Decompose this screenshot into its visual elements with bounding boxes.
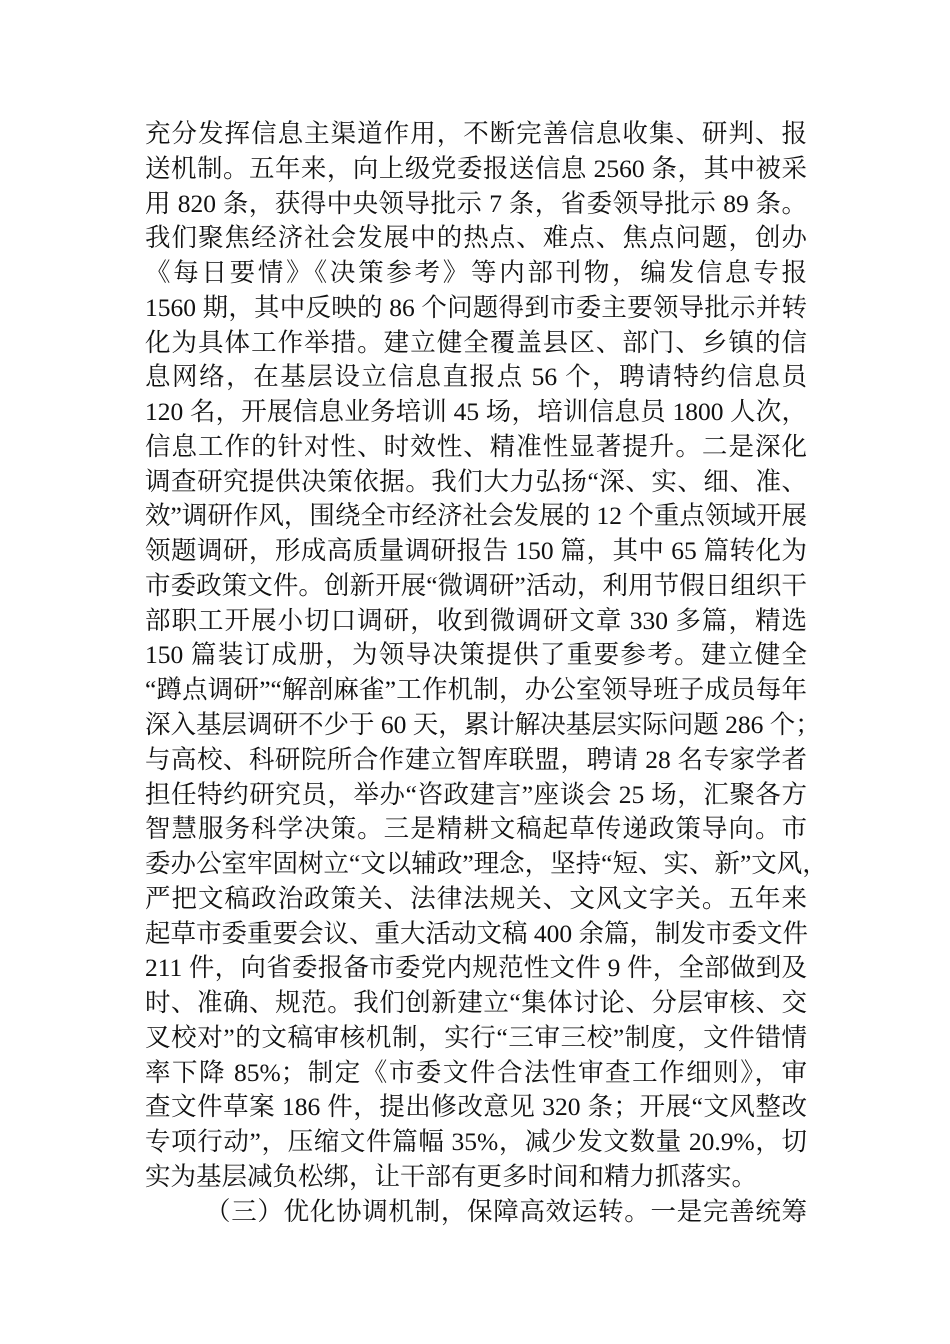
text-line: 充分发挥信息主渠道作用，不断完善信息收集、研判、报 — [145, 119, 807, 148]
document-page — [145, 117, 828, 1230]
text-line: 与高校、科研院所合作建立智库联盟，聘请 28 名专家学者 — [145, 744, 807, 774]
text-line: 委办公室牢固树立“文以辅政”理念，坚持“短、实、新”文风， — [145, 849, 828, 879]
text-line: “蹲点调研”“解剖麻雀”工作机制，办公室领导班子成员每年 — [145, 675, 807, 705]
text-line: 150 篇装订成册，为领导决策提供了重要参考。建立健全 — [145, 640, 807, 670]
text-line: 调查研究提供决策依据。我们大力弘扬“深、实、细、准、 — [145, 466, 807, 496]
paragraph — [145, 1195, 807, 1230]
text-line: 化为具体工作举措。建立健全覆盖县区、部门、乡镇的信 — [145, 327, 807, 357]
text-line: 深入基层调研不少于 60 天，累计解决基层实际问题 286 个； — [145, 710, 821, 740]
text-line: 我们聚焦经济社会发展中的热点、难点、焦点问题，创办 — [145, 223, 807, 253]
text-line: 送机制。五年来，向上级党委报送信息 2560 条，其中被采 — [145, 153, 807, 183]
text-line: 时、准确、规范。我们创新建立“集体讨论、分层审核、交 — [145, 988, 807, 1018]
text-line: 信息工作的针对性、时效性、精准性显著提升。二是深化 — [145, 431, 807, 461]
text-line: 担任特约研究员，举办“咨政建言”座谈会 25 场，汇聚各方 — [145, 779, 807, 809]
text-line: 息网络，在基层设立信息直报点 56 个，聘请特约信息员 — [145, 362, 807, 392]
text-line: 实为基层减负松绑，让干部有更多时间和精力抓落实。 — [145, 1161, 758, 1191]
text-line: 120 名，开展信息业务培训 45 场，培训信息员 1800 人次， — [145, 397, 807, 427]
text-line: 211 件，向省委报备市委党内规范性文件 9 件，全部做到及 — [145, 953, 807, 983]
text-line: 专项行动”，压缩文件篇幅 35%，减少发文数量 20.9%，切 — [145, 1127, 807, 1157]
text-line: 率下降 85%；制定《市委文件合法性审查工作细则》，审 — [145, 1057, 807, 1087]
text-line: 用 820 条，获得中央领导批示 7 条，省委领导批示 89 条。 — [145, 188, 807, 218]
text-line: 智慧服务科学决策。三是精耕文稿起草传递政策导向。市 — [145, 814, 807, 844]
text-line: 起草市委重要会议、重大活动文稿 400 余篇，制发市委文件 — [145, 918, 809, 948]
text-line: 查文件草案 186 件，提出修改意见 320 条；开展“文风整改 — [145, 1092, 807, 1122]
text-line: 严把文稿政治政策关、法律法规关、文风文字关。五年来 — [145, 883, 807, 913]
text-line: 《每日要情》《决策参考》等内部刊物，编发信息专报 — [145, 258, 807, 288]
text-line: 叉校对”的文稿审核机制，实行“三审三校”制度，文件错情 — [145, 1022, 807, 1052]
text-line: 领题调研，形成高质量调研报告 150 篇，其中 65 篇转化为 — [145, 536, 807, 566]
text-line: 效”调研作风，围绕全市经济社会发展的 12 个重点领域开展 — [145, 501, 807, 531]
paragraph — [145, 117, 828, 1195]
text-line: 市委政策文件。创新开展“微调研”活动，利用节假日组织干 — [145, 570, 807, 600]
text-line: 部职工开展小切口调研，收到微调研文章 330 多篇，精选 — [145, 605, 807, 635]
text-line: 1560 期，其中反映的 86 个问题得到市委主要领导批示并转 — [145, 292, 807, 322]
text-line: （三）优化协调机制，保障高效运转。一是完善统筹 — [205, 1196, 807, 1226]
